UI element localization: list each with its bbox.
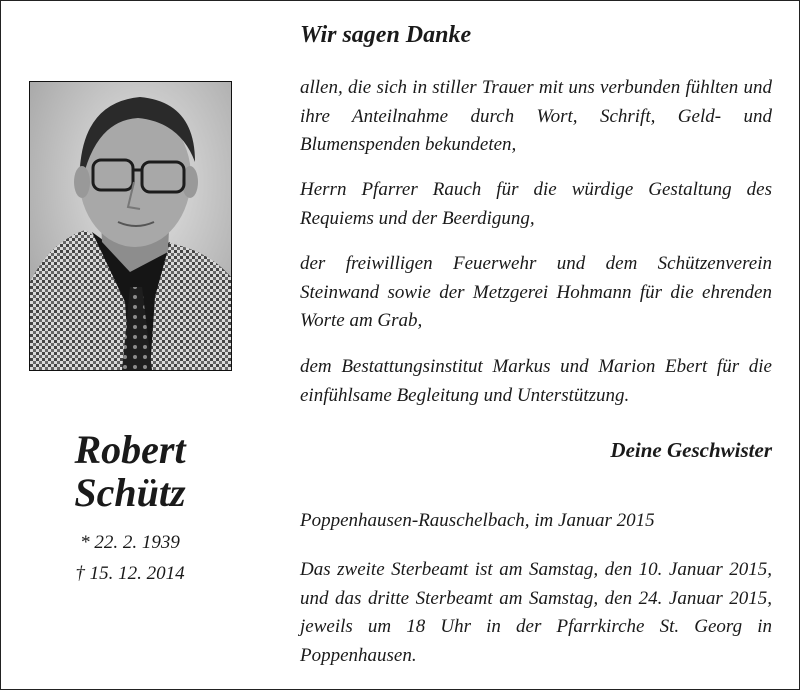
thanks-paragraph-2: Herrn Pfarrer Rauch für die würdige Gestaltung des Requiems und der Beerdigung, — [300, 179, 772, 229]
notice-heading: Wir sagen Danke — [300, 22, 472, 48]
place-date: Poppenhausen-Rauschelbach, im Januar 2015 — [300, 510, 655, 531]
thanks-paragraph-4: dem Bestattungsinstitut Markus und Marion Ebert für die einfühlsame Begleitung und Unterstützung. — [300, 356, 772, 406]
deceased-last-name: Schütz — [74, 470, 186, 515]
death-date: † 15. 12. 2014 — [75, 563, 185, 584]
service-info: Das zweite Sterbeamt ist am Samstag, den 10. Januar 2015, und das dritte Sterbeamt am Samstag, den 24. Januar 2015, jeweils um 18 Uhr in der Pfarrkirche St. Georg in Poppenhausen. — [300, 559, 772, 666]
thanks-paragraph-1: allen, die sich in stiller Trauer mit uns verbunden fühlten und ihre Anteilnahme durch Wort, Schrift, Geld- und Blumenspenden bekundeten, — [300, 77, 772, 155]
signature: Deine Geschwister — [610, 438, 772, 462]
portrait-photo — [29, 81, 232, 371]
deceased-first-name: Robert — [74, 427, 186, 472]
birth-date: * 22. 2. 1939 — [80, 532, 180, 553]
thanks-paragraph-3: der freiwilligen Feuerwehr und dem Schützenverein Steinwand sowie der Metzgerei Hohmann für die ehrenden Worte am Grab, — [300, 253, 772, 331]
